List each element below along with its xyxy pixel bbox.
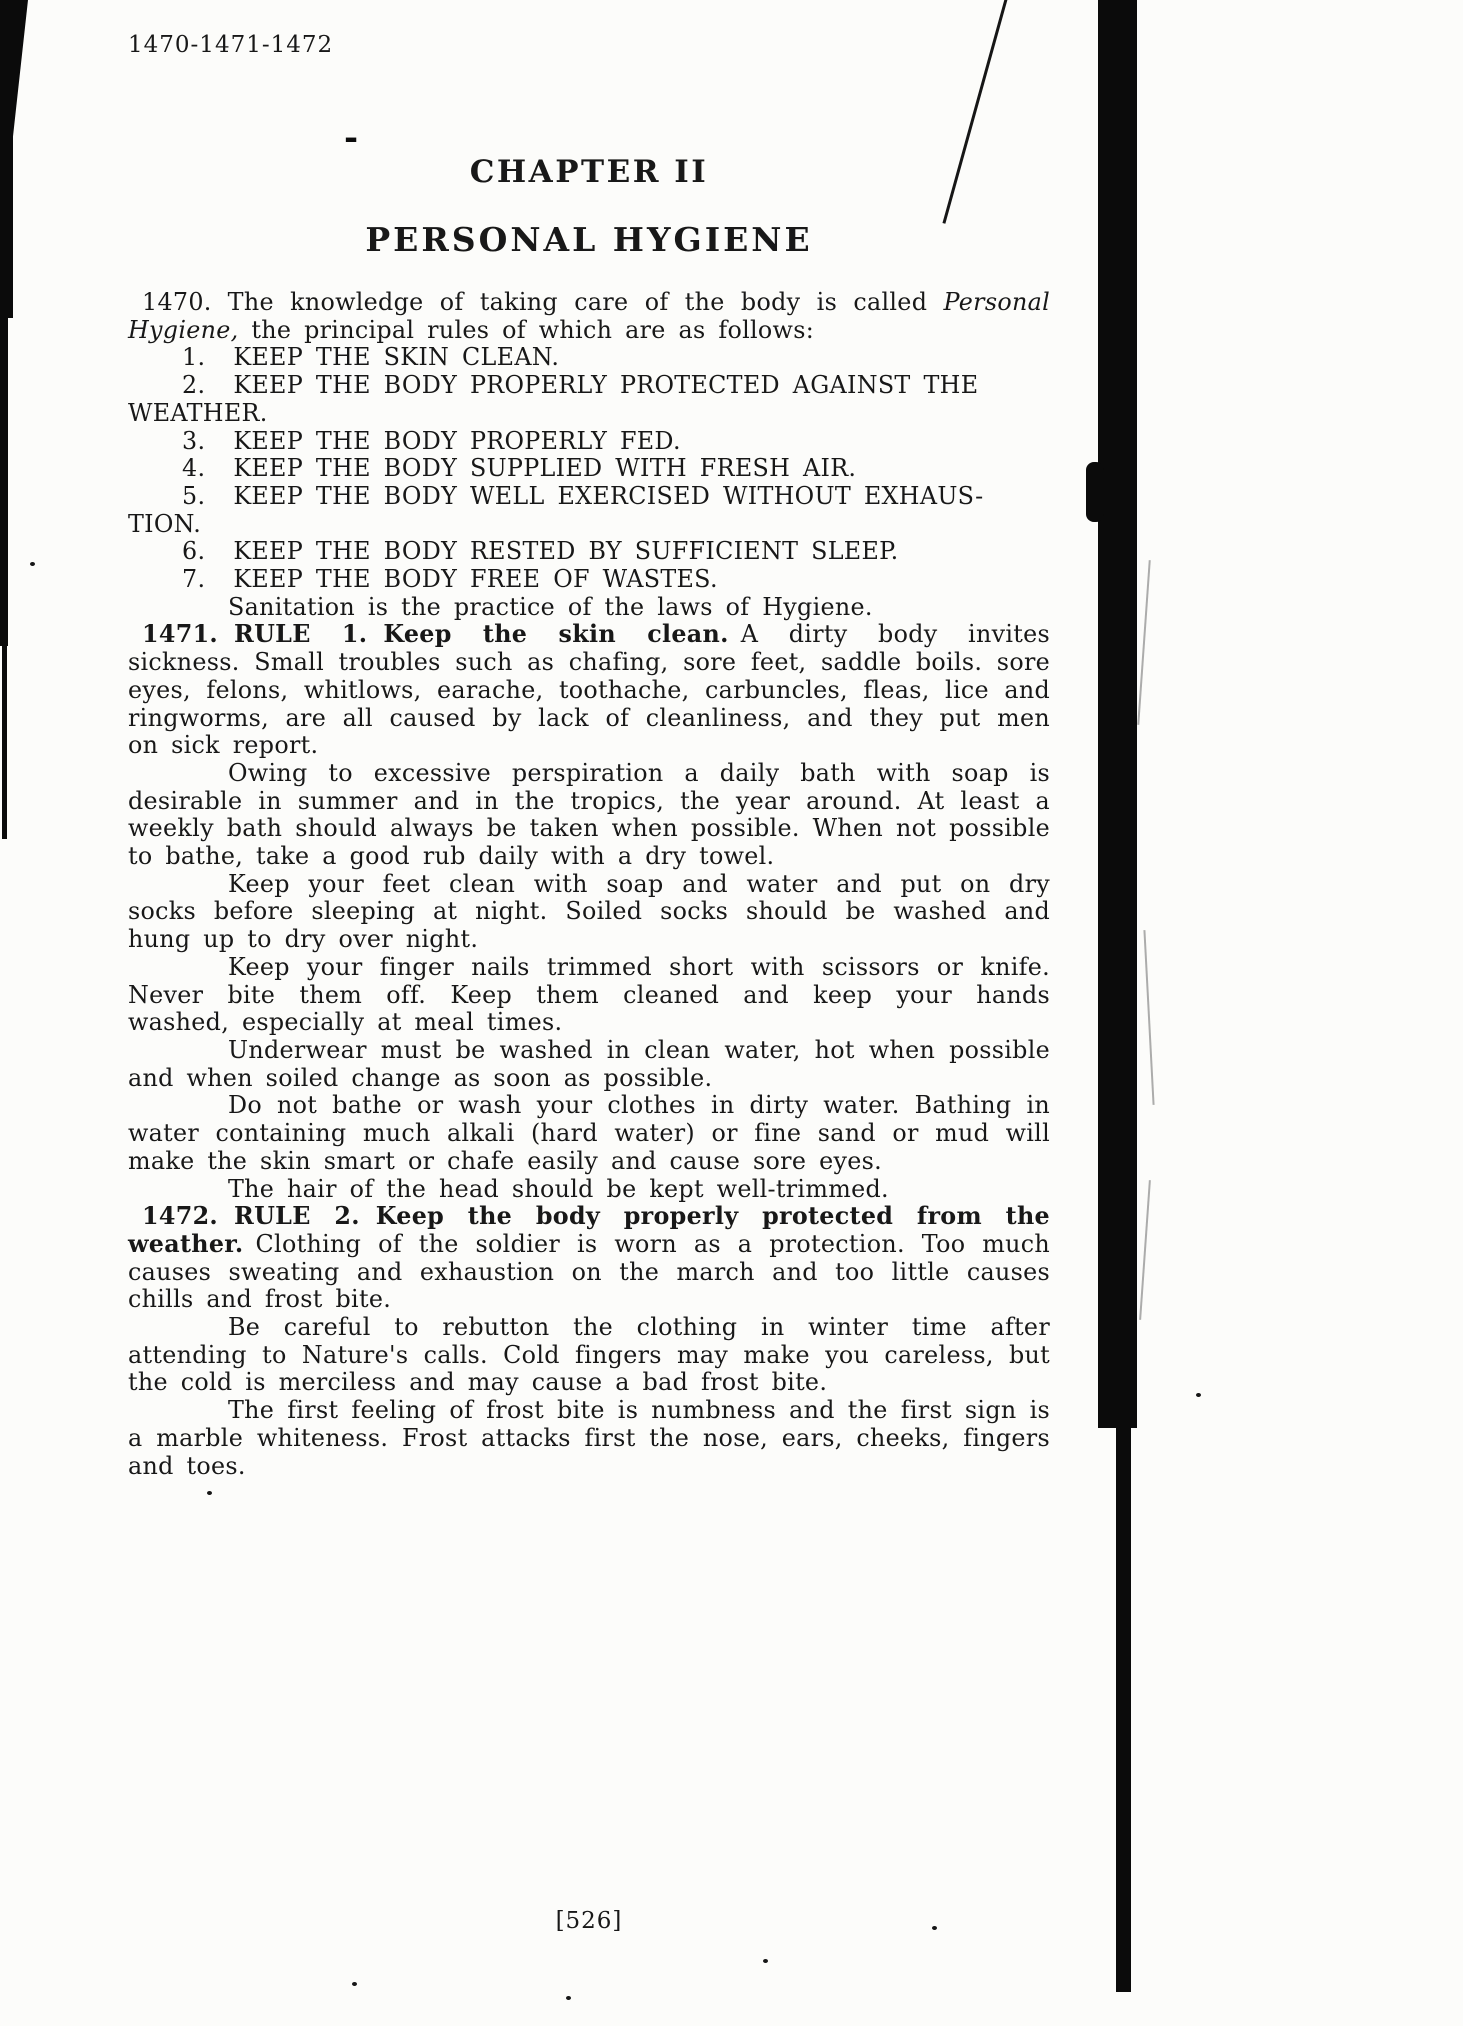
- rule-label: RULE 2.: [234, 1202, 360, 1231]
- body-paragraph: Owing to excessive perspiration a daily bath with soap is desirable in summer and in the tropics, the year around. At least a weekly bath should always be taken when possible. When not possible to bathe, take a good rub daily with a dry towel.: [128, 758, 1050, 871]
- rule-list-item-4: [128, 455, 1050, 483]
- rule-title: Keep the skin clean.: [383, 620, 729, 649]
- scan-artifact-right-bar-low: [1116, 1426, 1131, 1992]
- paragraph-1470: [128, 289, 1050, 344]
- body-paragraph: Do not bathe or wash your clothes in dirty water. Bathing in water containing much alkali (hard water) or fine sand or mud will make the skin smart or chafe easily and cause sore eyes.: [128, 1091, 1050, 1175]
- rule-number: 3.: [182, 426, 206, 455]
- paragraph-text: A dirty body invites sickness. Small troubles such as chafing, sore feet, saddle boils. sore eyes, felons, whitlows, earache, toothache, carbuncles, fleas, lice and ringworms, are all caused by lack of cleanliness, and they put men on sick report.: [128, 620, 1050, 760]
- page-header-number: 1470-1471-1472: [128, 32, 334, 58]
- rule-text: KEEP THE BODY SUPPLIED WITH FRESH AIR.: [233, 454, 857, 483]
- paragraph-number: 1471.: [142, 620, 219, 649]
- rule-text-continued: TION.: [128, 509, 202, 538]
- rule-number: 1.: [182, 343, 206, 372]
- scan-speck: [207, 1491, 212, 1495]
- rule-list-item-5: [128, 483, 1050, 538]
- scan-artifact-right-blob: [1086, 462, 1104, 522]
- rule-number: 7.: [182, 565, 206, 594]
- rule-text: KEEP THE BODY PROPERLY FED.: [233, 426, 681, 455]
- paragraph-text: The knowledge of taking care of the body is called: [227, 288, 944, 316]
- paragraph-number: 1470.: [142, 288, 212, 316]
- section-title: PERSONAL HYGIENE: [365, 220, 813, 259]
- rule-text: KEEP THE BODY WELL EXERCISED WITHOUT EXHAUS-: [233, 481, 984, 510]
- sanitation-line: Sanitation is the practice of the laws of Hygiene.: [228, 592, 873, 621]
- body-paragraph: The first feeling of frost bite is numbness and the first sign is a marble whiteness. Frost attacks first the nose, ears, cheeks, fingers and toes.: [128, 1396, 1050, 1480]
- paragraph-1471: [128, 621, 1050, 760]
- scan-speck: [566, 1996, 571, 2000]
- scan-speck: [1196, 1393, 1201, 1397]
- scan-speck: [763, 1959, 768, 1963]
- rule-text: KEEP THE BODY PROPERLY PROTECTED AGAINST THE: [233, 371, 979, 400]
- chapter-title: CHAPTER II: [469, 154, 709, 190]
- paragraph-number: 1472.: [142, 1202, 219, 1231]
- body-paragraph: The hair of the head should be kept well-trimmed.: [228, 1174, 889, 1203]
- rule-text: KEEP THE BODY RESTED BY SUFFICIENT SLEEP.: [233, 537, 899, 566]
- rule-text: KEEP THE SKIN CLEAN.: [233, 343, 560, 372]
- rule-list-item-1: [128, 344, 1050, 372]
- rule-list-item-6: [128, 538, 1050, 566]
- rule-label: RULE 1.: [234, 620, 368, 649]
- page-content: [128, 0, 1050, 1480]
- rule-number: 5.: [182, 481, 206, 510]
- body-paragraph: Keep your finger nails trimmed short with scissors or knife. Never bite them off. Keep them cleaned and keep your hands washed, especially at meal times.: [128, 952, 1050, 1037]
- body-paragraph: Keep your feet clean with soap and water and put on dry socks before sleeping at night. Soiled socks should be washed and hung up to dry over night.: [128, 869, 1050, 954]
- rule-number: 4.: [182, 454, 206, 483]
- rule-text: KEEP THE BODY FREE OF WASTES.: [233, 565, 718, 594]
- scan-artifact-left-strip-2: [0, 316, 8, 646]
- scan-artifact-stray-dash: -: [344, 118, 359, 158]
- scan-speck: [352, 1982, 357, 1986]
- rule-list-item-3: [128, 428, 1050, 456]
- paragraph-1472: [128, 1203, 1050, 1314]
- scan-artifact-left-strip-3: [2, 644, 7, 839]
- body-paragraph: Underwear must be washed in clean water, hot when possible and when soiled change as soon as possible.: [128, 1035, 1050, 1092]
- scan-artifact-left-strip: [0, 0, 13, 318]
- rule-number: 2.: [182, 371, 206, 400]
- rule-number: 6.: [182, 537, 206, 566]
- scan-artifact-squiggle: [1143, 930, 1154, 1105]
- body-paragraph: Be careful to rebutton the clothing in winter time after attending to Nature's calls. Cold fingers may make you careless, but the cold is merciless and may cause a bad frost bite.: [128, 1313, 1050, 1397]
- page-footer: [526]: [555, 1908, 623, 1934]
- italic-phrase: Personal Hygiene,: [128, 288, 1050, 344]
- paragraph-text: Clothing of the soldier is worn as a protection. Too much causes sweating and exhaustion on the march and too little causes chills and frost bite.: [128, 1229, 1050, 1314]
- scan-artifact-right-bar: [1098, 0, 1137, 1428]
- scan-artifact-squiggle: [1139, 1180, 1151, 1320]
- body-text-block: [128, 289, 1050, 1480]
- paragraph-text: the principal rules of which are as follows:: [238, 315, 815, 344]
- scan-speck: [30, 562, 35, 566]
- scan-artifact-squiggle: [1137, 560, 1151, 725]
- rule-text-continued: WEATHER.: [128, 398, 268, 427]
- rule-list-item-7: [128, 566, 1050, 594]
- rule-list-item-2: [128, 372, 1050, 427]
- rule-title: Keep the body properly protected from the weather.: [128, 1202, 1050, 1258]
